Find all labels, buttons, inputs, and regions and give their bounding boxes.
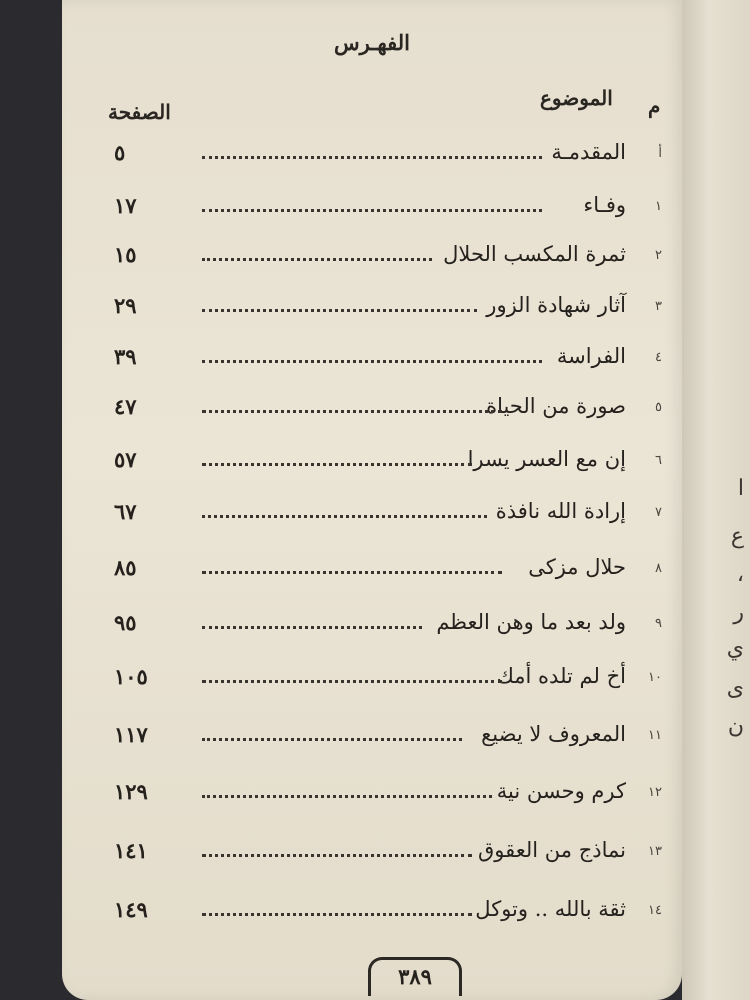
toc-entry[interactable] [62,555,682,595]
toc-entry[interactable] [62,394,682,434]
leader-dots [202,676,502,683]
leader-dots [202,734,462,741]
entry-number: ١٢ [648,785,662,800]
adjacent-page-glyph: ى [726,676,744,701]
entry-page: ٣٩ [114,344,137,369]
entry-number: ١ [655,199,662,214]
entry-number: ١٣ [648,844,662,859]
leader-dots [202,909,472,916]
entry-page: ١١٧ [114,722,148,747]
entry-topic: حلال مزكى [528,555,626,579]
entry-topic: أخ لم تلده أمك [496,664,626,688]
toc-entry[interactable] [62,610,682,650]
entry-page: ٩٥ [114,610,137,635]
entry-number: أ [658,146,662,161]
entry-topic: وفـاء [583,193,626,217]
entry-page: ١٧ [114,193,137,218]
toc-entry[interactable] [62,344,682,384]
leader-dots [202,791,492,798]
entry-topic: آثار شهادة الزور [486,293,626,317]
entry-topic: المعروف لا يضيع [481,722,626,746]
entry-page: ١٤٩ [114,897,148,922]
entry-page: ١٢٩ [114,779,148,804]
entry-topic: إن مع العسر يسرا [467,447,626,471]
entry-topic: كرم وحسن نية [496,779,626,803]
leader-dots [202,254,432,261]
leader-dots [202,356,542,363]
leader-dots [202,459,472,466]
entry-topic: المقدمـة [551,140,626,164]
entry-topic: نماذج من العقوق [477,838,626,862]
adjacent-page-glyph: ، [736,562,744,587]
toc-entry[interactable] [62,722,682,762]
column-header-page: الصفحة [108,100,171,124]
toc-entry[interactable] [62,193,682,233]
entry-page: ٥٧ [114,447,137,472]
adjacent-page [682,0,750,1000]
entry-number: ٩ [655,616,662,631]
entry-page: ١٤١ [114,838,148,863]
toc-entry[interactable] [62,897,682,937]
adjacent-page-glyph: ن [727,714,744,739]
leader-dots [202,622,422,629]
entry-topic: صورة من الحياة [486,394,626,418]
leader-dots [202,205,542,212]
toc-entry[interactable] [62,293,682,333]
page-title: الفهـرس [334,30,410,55]
column-header-number: م [648,94,661,118]
toc-entry[interactable] [62,447,682,487]
entry-number: ٥ [655,400,662,415]
entry-number: ٢ [655,248,662,263]
page-number: ٣٨٩ [368,957,462,996]
entry-topic: ثقة بالله .. وتوكل [475,897,626,921]
entry-number: ١٤ [648,903,662,918]
entry-number: ١١ [648,728,662,743]
entry-page: ٥ [114,140,126,165]
entry-number: ٣ [655,299,662,314]
entry-page: ١٠٥ [114,664,148,689]
entry-page: ٨٥ [114,555,137,580]
leader-dots [202,567,502,574]
adjacent-page-glyph: ي [726,636,744,661]
leader-dots [202,305,477,312]
toc-entry[interactable] [62,838,682,878]
entry-page: ٦٧ [114,499,137,524]
entry-topic: الفراسة [556,344,626,368]
entry-number: ٦ [655,453,662,468]
adjacent-page-glyph: ا [737,476,744,501]
toc-entry[interactable] [62,140,682,180]
column-header-topic: الموضوع [540,86,613,110]
entry-page: ٤٧ [114,394,137,419]
toc-entry[interactable] [62,664,682,704]
entry-topic: ثمرة المكسب الحلال [443,242,626,266]
entry-page: ١٥ [114,242,137,267]
entry-page: ٢٩ [114,293,137,318]
entry-topic: ولد بعد ما وهن العظم [436,610,626,634]
leader-dots [202,406,502,413]
adjacent-page-glyph: ع [730,524,744,549]
entry-topic: إرادة الله نافذة [495,499,626,523]
entry-number: ٨ [655,561,662,576]
leader-dots [202,850,472,857]
toc-entry[interactable] [62,499,682,539]
leader-dots [202,511,487,518]
entry-number: ٤ [655,350,662,365]
leader-dots [202,152,542,159]
entry-number: ١٠ [648,670,662,685]
toc-entry[interactable] [62,242,682,282]
toc-entry[interactable] [62,779,682,819]
adjacent-page-glyph: ر [733,600,744,625]
entry-number: ٧ [655,505,662,520]
